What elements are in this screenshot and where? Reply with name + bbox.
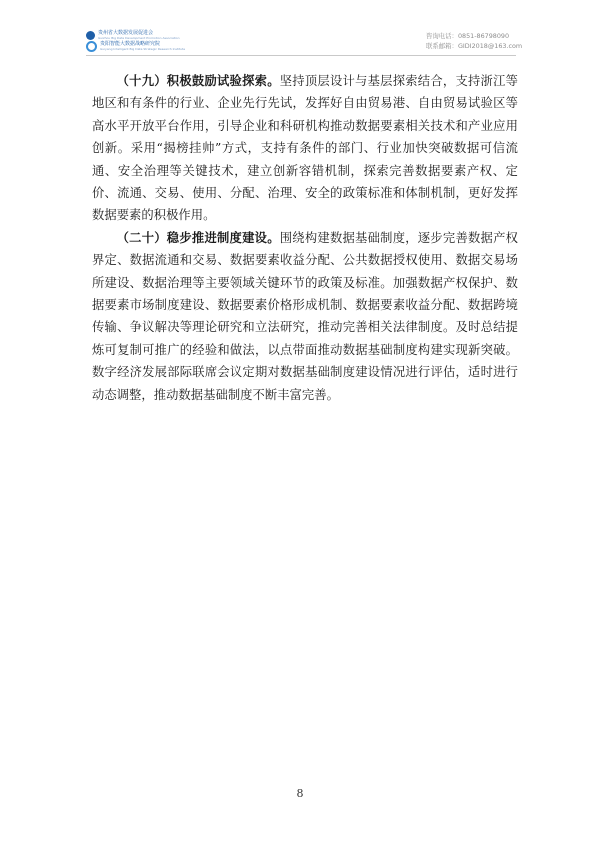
- document-body: [92, 70, 518, 406]
- association-name-en: Guizhou Big Data Development Promotion Association: [98, 36, 180, 40]
- organization-logo: [86, 30, 206, 50]
- logo-row-association: [86, 30, 206, 40]
- association-logo-icon: [86, 31, 95, 40]
- paragraph-text: 坚持顶层设计与基层探索结合，支持浙江等地区和有条件的行业、企业先行先试，发挥好自由贸易港、自由贸易试验区等高水平开放平台作用，引导企业和科研机构推动数据要素相关技术和产业应用创新。采用“揭榜挂帅”方式，支持有条件的部门、行业加快突破数据可信流通、安全治理等关键技术，建立创新容错机制，探索完善数据要素产权、定价、流通、交易、使用、分配、治理、安全的政策标准和体制机制，更好发挥数据要素的积极作用。: [92, 74, 518, 223]
- paragraph-text: 围绕构建数据基础制度，逐步完善数据产权界定、数据流通和交易、数据要素收益分配、公共数据授权使用、数据交易场所建设、数据治理等主要领域关键环节的政策及标准。加强数据产权保护、数据要素市场制度建设、数据要素价格形成机制、数据要素收益分配、数据跨境传输、争议解决等理论研究和立法研究，推动完善相关法律制度。及时总结提炼可复制可推广的经验和做法，以点带面推动数据基础制度构建实现新突破。数字经济发展部际联席会议定期对数据基础制度建设情况进行评估，适时进行动态调整，推动数据基础制度不断丰富完善。: [92, 230, 518, 402]
- contact-phone: 咨询电话：0851-86798090: [426, 32, 510, 40]
- institute-logo-icon: [86, 41, 97, 52]
- paragraph-19: [92, 70, 518, 227]
- page-header: [0, 0, 600, 60]
- paragraph-heading: （二十）稳步推进制度建设。: [116, 230, 280, 245]
- contact-email: 联系邮箱：GIDI2018@163.com: [426, 41, 523, 50]
- paragraph-heading: （十九）积极鼓励试验探索。: [116, 74, 280, 88]
- institute-name: 贵阳智能大数据战略研究院: [100, 41, 161, 47]
- association-name: 贵州省大数据发展促进会: [98, 30, 154, 36]
- header-divider: [86, 55, 516, 56]
- institute-name-en: Guiyang Intelligent Big Data Strategic Research Institute: [100, 47, 186, 51]
- page-number: 8: [296, 787, 304, 800]
- logo-row-institute: [86, 41, 206, 51]
- paragraph-20: [92, 227, 518, 406]
- contact-info: [426, 32, 522, 51]
